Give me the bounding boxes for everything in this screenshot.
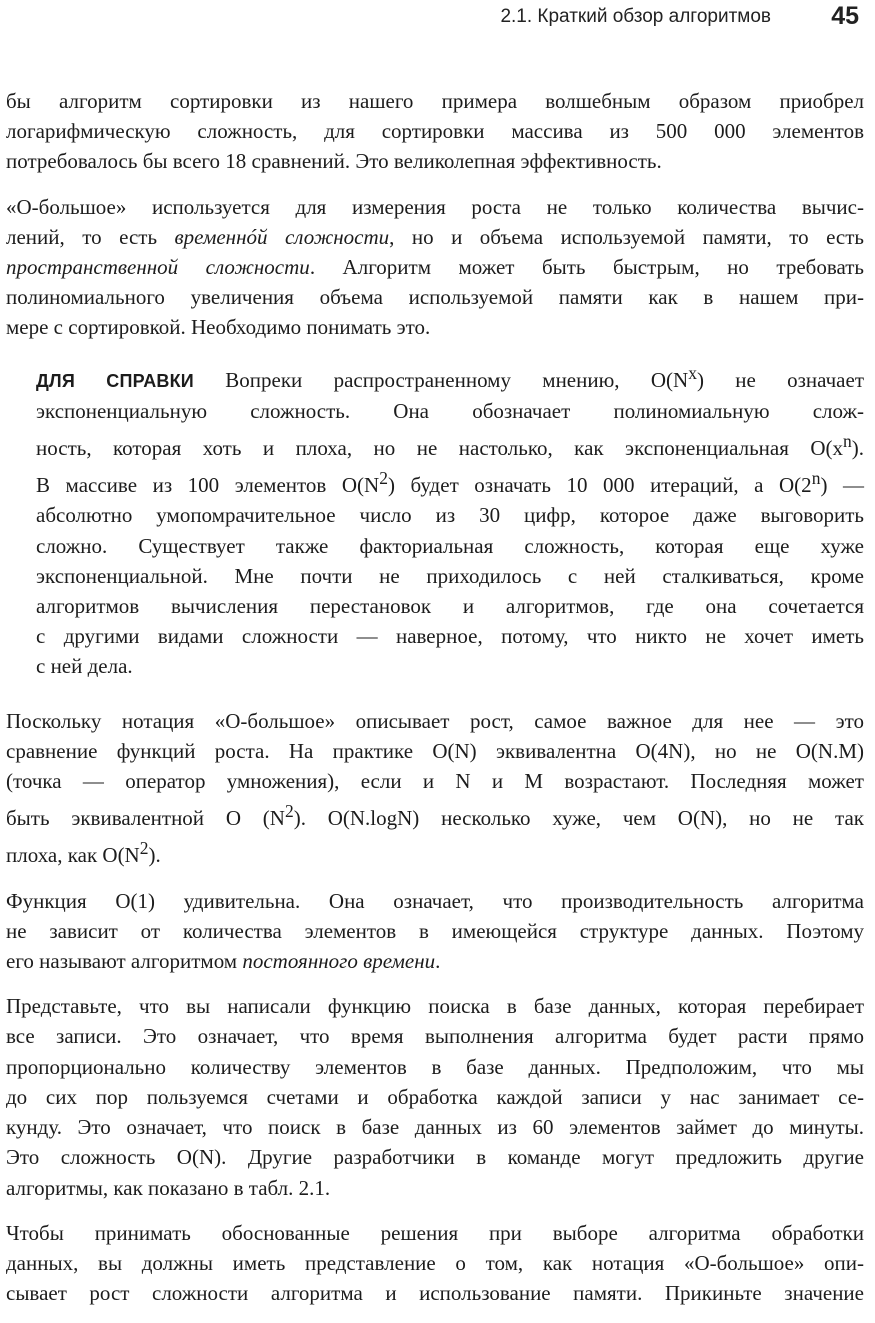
text-line: ность, которая хоть и плоха, но не настолько, как экспоненциальная $O(x^n)$. bbox=[36, 431, 864, 461]
text-line: с ней дела. bbox=[36, 654, 133, 679]
text-line: данных, вы должны иметь представление о том, как нотация «О-большое» опи- bbox=[6, 1250, 864, 1275]
text-line: пропорционально количеству элементов в базе данных. Предположим, что мы bbox=[6, 1054, 864, 1079]
text-line: В массиве из 100 элементов $O(N^2)$ будет означать 10 000 итераций, а O(2$^n$) — bbox=[36, 468, 864, 498]
text-line: кунду. Это означает, что поиск в базе данных из 60 элементов займет до минуты. bbox=[6, 1115, 864, 1140]
paragraph-1 bbox=[6, 86, 864, 177]
paragraph-4 bbox=[6, 886, 864, 977]
page-body bbox=[6, 86, 864, 1323]
text-line: экспоненциальной. Мне почти не приходилось с ней сталкиваться, кроме bbox=[36, 563, 864, 588]
emphasis-term: пространственной сложности bbox=[6, 255, 310, 280]
text-line: мере с сортировкой. Необходимо понимать это. bbox=[6, 315, 431, 340]
text-line: быть эквивалентной O $(N^2)$. O(N.logN) несколько хуже, чем O(N), но не так bbox=[6, 801, 864, 831]
text-line: экспоненциальную сложность. Она обозначает полиномиальную слож- bbox=[36, 398, 864, 423]
text-line: Это сложность O(N). Другие разработчики в команде могут предложить другие bbox=[6, 1145, 864, 1170]
text-line: сложно. Существует также факториальная сложность, которая еще хуже bbox=[36, 533, 864, 558]
running-header bbox=[0, 0, 875, 40]
text-line: до сих пор пользуемся счетами и обработка каждой записи у нас занимает се- bbox=[6, 1084, 864, 1109]
paragraph-2 bbox=[6, 192, 864, 343]
text-line: сывает рост сложности алгоритма и использование памяти. Прикиньте значение bbox=[6, 1281, 864, 1306]
text-line: алгоритмов вычисления перестановок и алгоритмов, где она сочетается bbox=[36, 594, 864, 619]
text-line: Поскольку нотация «О-большое» описывает рост, самое важное для нее — это bbox=[6, 708, 864, 733]
text-line: все записи. Это означает, что время выполнения алгоритма будет расти прямо bbox=[6, 1024, 864, 1049]
text-line: сравнение функций роста. На практике O(N) эквивалентна O(4N), но не O(N.M) bbox=[6, 738, 864, 763]
section-title: 2.1. Краткий обзор алгоритмов bbox=[500, 6, 771, 27]
text-line: плоха, как $O(N^2)$. bbox=[6, 838, 161, 868]
text-line: лений, то есть временнóй сложности, но и объема используемой памяти, то есть bbox=[6, 224, 865, 249]
text-line: логарифмическую сложность, для сортировки массива из 500 000 элементов bbox=[6, 119, 864, 144]
paragraph-3 bbox=[6, 706, 864, 871]
text-line: полиномиального увеличения объема используемой памяти как в нашем при- bbox=[6, 285, 864, 310]
text-line: потребовалось бы всего 18 сравнений. Это великолепная эффективность. bbox=[6, 149, 662, 174]
text-line: «О-большое» используется для измерения роста не только количества вычис- bbox=[6, 194, 864, 219]
text-line: его называют алгоритмом постоянного времени. bbox=[6, 949, 441, 974]
text-line: алгоритмы, как показано в табл. 2.1. bbox=[6, 1175, 331, 1200]
text-line: Функция O(1) удивительна. Она означает, что производительность алгоритма bbox=[6, 888, 864, 913]
emphasis-term: постоянного времени bbox=[242, 949, 436, 974]
text-line: (точка — оператор умножения), если и N и M возрастают. Последняя может bbox=[6, 769, 864, 794]
text-line: Представьте, что вы написали функцию поиска в базе данных, которая перебирает bbox=[6, 994, 864, 1019]
text-line: не зависит от количества элементов в имеющейся структуре данных. Поэтому bbox=[6, 918, 864, 943]
text-line: с другими видами сложности — наверное, потому, что никто не хочет иметь bbox=[36, 624, 864, 649]
text-line: пространственной сложности. Алгоритм может быть быстрым, но требовать bbox=[6, 255, 865, 280]
paragraph-5 bbox=[6, 991, 864, 1202]
note-label: ДЛЯ СПРАВКИ bbox=[36, 370, 194, 391]
page-number: 45 bbox=[831, 2, 859, 30]
sidebar-note bbox=[6, 358, 864, 682]
text-line: Чтобы принимать обоснованные решения при выборе алгоритма обработки bbox=[6, 1220, 864, 1245]
text-line: ДЛЯ СПРАВКИ Вопреки распространенному мнению, $O(N^x)$ не означает bbox=[36, 362, 865, 392]
emphasis-term: временнóй сложности bbox=[174, 224, 390, 249]
paragraph-6 bbox=[6, 1218, 864, 1309]
text-line: бы алгоритм сортировки из нашего примера волшебным образом приобрел bbox=[6, 89, 864, 113]
text-line: абсолютно умопомрачительное число из 30 цифр, которое даже выговорить bbox=[36, 503, 864, 528]
